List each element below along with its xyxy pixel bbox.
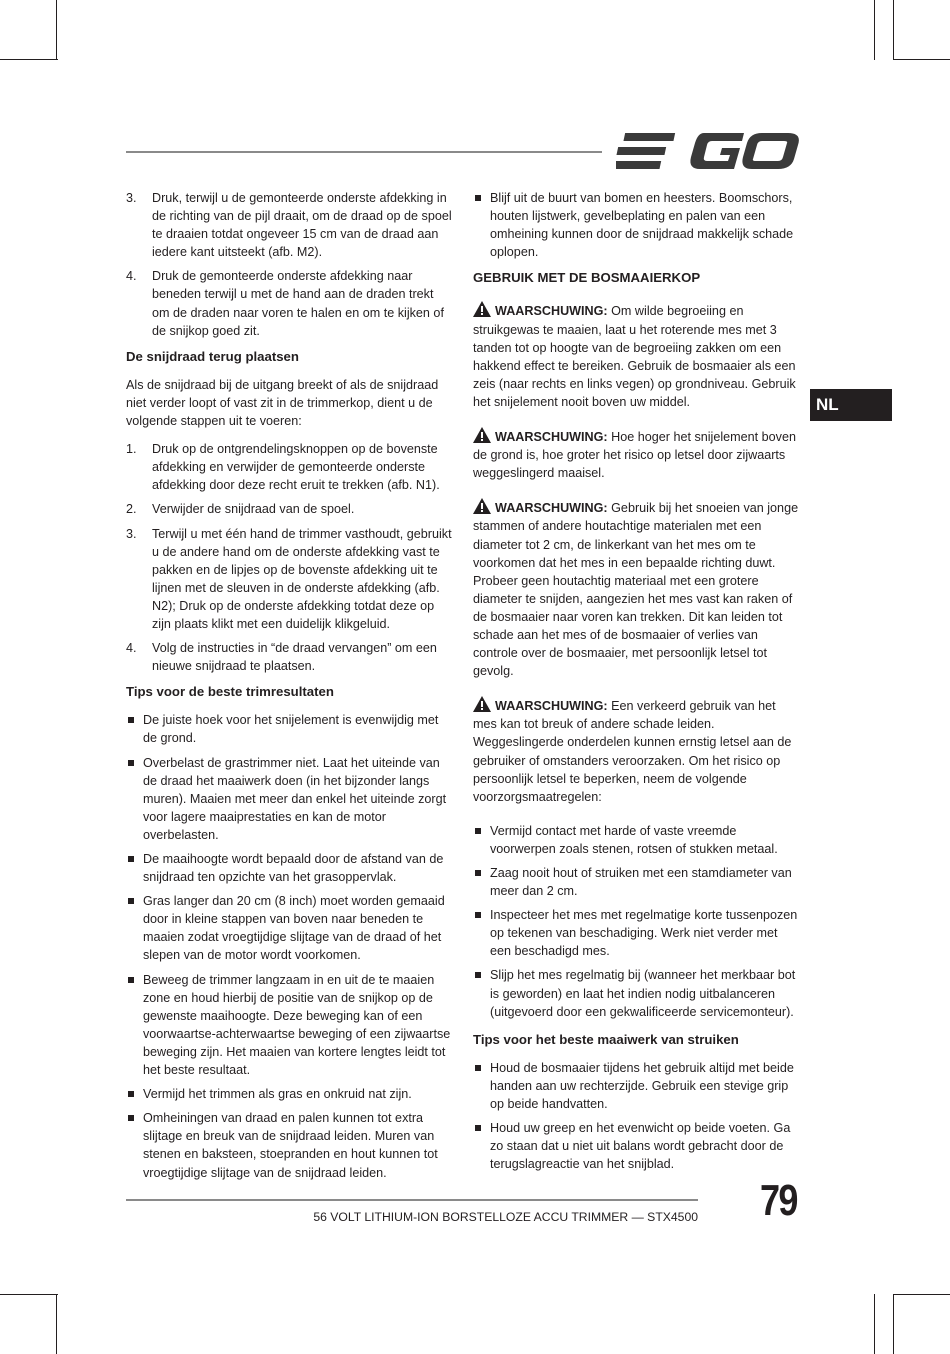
bullet-icon	[475, 1125, 481, 1131]
bullet-icon	[128, 717, 134, 723]
warning-text: Een verkeerd gebruik van het mes kan tot breuk of andere schade leiden. Weggeslingerde onderdelen kunnen ernstig letsel aan de gebruiker of omstanders veroorzaken. Om het risico op persoonlijk letsel te beperken, neem de volgende voorzorgsmaatregelen:	[473, 699, 792, 804]
bullet-icon	[128, 1115, 134, 1121]
bullet-item	[473, 1119, 801, 1173]
bullet-text: Zaag nooit hout of struiken met een stamdiameter van meer dan 2 cm.	[490, 866, 792, 899]
bullet-icon	[128, 1091, 134, 1097]
warning-triangle-icon	[473, 427, 491, 443]
bullet-item	[473, 864, 801, 900]
bullet-text: Slijp het mes regelmatig bij (wanneer het merkbaar bot is geworden) en laat het indien nodig uitbalanceren (uitgevoerd door een gekwalificeerde servicemonteur).	[490, 968, 796, 1019]
warning-block	[473, 301, 801, 411]
bullet-text: Vermijd het trimmen als gras en onkruid nat zijn.	[143, 1087, 412, 1102]
bullet-item	[126, 971, 452, 1080]
item-text: Terwijl u met één hand de trimmer vasthoudt, gebruikt u de andere hand om de onderste afdekking vast te pakken en de lipjes op de bovenste afdekking uit te lijnen met de sleuven in de onderste afdekking (afb. N2); Druk op de onderste afdekking totdat deze op zijn plaats klikt met een duidelijk klikgeluid.	[152, 526, 452, 631]
warning-label: WAARSCHUWING:	[495, 304, 608, 319]
bullet-icon	[475, 870, 481, 876]
list-item	[126, 440, 452, 494]
warning-label: WAARSCHUWING:	[495, 430, 608, 445]
crop-mark	[56, 1294, 57, 1354]
bullet-icon	[128, 898, 134, 904]
ego-logo	[616, 129, 800, 173]
language-tab: NL	[810, 389, 892, 421]
right-column	[473, 189, 801, 1179]
warning-text: Om wilde begroeiing en struikgewas te maaien, laat u het roterende mes met 3 tanden tot op hoogte van de begroeiing zakken om een hakkend effect te bereiken. Gebruik de bosmaaier als een zeis (naar rechts en links vegen) op grondniveau. Gebruik het snijelement nooit boven uw middel.	[473, 304, 796, 409]
crop-mark	[0, 59, 58, 60]
warning-text: Gebruik bij het snoeien van jonge stammen of andere houtachtige materialen met een diameter tot 2 cm, de linkerkant van het mes om te voorkomen dat het mes in een bepaalde richting duwt. Probeer geen houtachtig materiaal met een grotere diameter te snijden, aangezien het mes vast kan raken of de bosmaaier naar voren kan trekken. Dit kan leiden tot schade aan het mes of de bosmaaier of verlies van controle over de bosmaaier, met persoonlijk letsel tot gevolg.	[473, 501, 799, 679]
bullet-icon	[475, 1065, 481, 1071]
warning-label: WAARSCHUWING:	[495, 699, 608, 714]
bullet-text: De juiste hoek voor het snijelement is evenwijdig met de grond.	[143, 713, 439, 746]
item-text: Druk op de ontgrendelingsknoppen op de bovenste afdekking en verwijder de gemonteerde onderste afdekking door deze recht eruit te trekken (afb. N1).	[152, 442, 440, 493]
left-column	[126, 189, 452, 1188]
item-number: 2.	[126, 502, 137, 517]
crop-mark	[893, 0, 894, 60]
warning-block	[473, 498, 801, 680]
crop-mark	[874, 0, 875, 60]
bullet-text: Beweeg de trimmer langzaam in en uit de te maaien zone en houd hierbij de positie van de snijkop op de gewenste maaihoogte. Deze beweging kan of een voorwaartse-achterwaartse beweging of een zijwaartse beweging zijn. Het maaien van kortere lengtes leidt tot het beste resultaat.	[143, 972, 451, 1078]
header-rule	[126, 151, 602, 153]
bullet-item	[126, 711, 452, 747]
bullet-icon	[475, 912, 481, 918]
warning-triangle-icon	[473, 696, 491, 712]
bullet-text: Vermijd contact met harde of vaste vreemde voorwerpen zoals stenen, rotsen of stukken metaal.	[490, 823, 778, 856]
section-heading: De snijdraad terug plaatsen	[126, 348, 299, 364]
bullet-icon	[475, 972, 481, 978]
footer-title: 56 VOLT LITHIUM-ION BORSTELLOZE ACCU TRIMMER — STX4500	[313, 1210, 698, 1224]
item-number: 4.	[126, 269, 137, 284]
footer-rule	[126, 1199, 698, 1201]
bullet-item	[126, 1085, 452, 1103]
crop-mark	[874, 1294, 875, 1354]
item-text: Volg de instructies in “de draad vervangen” om een nieuwe snijdraad te plaatsen.	[152, 641, 437, 674]
warning-triangle-icon	[473, 301, 491, 317]
item-number: 1.	[126, 442, 137, 457]
bullet-item	[126, 892, 452, 964]
crop-mark	[893, 1294, 894, 1354]
bullet-item	[473, 822, 801, 858]
crop-mark	[0, 1294, 58, 1295]
item-number: 3.	[126, 191, 137, 205]
bullet-icon	[475, 195, 481, 201]
bullet-text: Inspecteer het mes met regelmatige korte tussenpozen op tekenen van beschadiging. Werk niet verder met een beschadigd mes.	[490, 908, 798, 959]
section-heading: Tips voor het beste maaiwerk van struiken	[473, 1031, 739, 1047]
bullet-icon	[128, 977, 134, 983]
item-text: Verwijder de snijdraad van de spoel.	[152, 502, 355, 517]
bullet-text: Omheiningen van draad en palen kunnen tot extra slijtage en breuk van de snijdraad leiden. Muren van stenen en baksteen, stoepranden en hout kunnen tot vroegtijdige slijtage van de snijdraad leiden.	[143, 1111, 438, 1180]
page-number: 79	[760, 1176, 797, 1225]
warning-label: WAARSCHUWING:	[495, 501, 608, 516]
bullet-item	[126, 850, 452, 886]
bullet-icon	[128, 760, 134, 766]
bullet-icon	[128, 856, 134, 862]
item-number: 4.	[126, 641, 137, 656]
bullet-text: Overbelast de grastrimmer niet. Laat het uiteinde van de draad het maaiwerk doen (in het bijzonder langs muren). Maaien met meer dan enkel het uiteinde zorgt voor lagere maaiprestaties en kan de motor overbelasten.	[143, 755, 447, 842]
bullet-text: Blijf uit de buurt van bomen en heesters. Boomschors, houten lijstwerk, gevelbeplating en palen van een omheining kunnen door de snijdraad makkelijk schade oplopen.	[490, 191, 794, 260]
bullet-item	[473, 966, 801, 1020]
bullet-text: Houd uw greep en het evenwicht op beide voeten. Ga zo staan dat u niet uit balans wordt gebracht door de terugslagreactie van het snijblad.	[490, 1121, 791, 1172]
bullet-item	[473, 1059, 801, 1113]
bullet-item	[473, 189, 801, 261]
warning-block	[473, 427, 801, 482]
list-item	[126, 639, 452, 675]
bullet-icon	[475, 828, 481, 834]
bullet-text: De maaihoogte wordt bepaald door de afstand van de snijdraad ten opzichte van het grasoppervlak.	[143, 852, 444, 885]
warning-block	[473, 696, 801, 806]
item-text: Druk, terwijl u de gemonteerde onderste afdekking in de richting van de pijl draait, om de draad op de spoel te draaien totdat ongeveer 15 cm van de draad aan iedere kant uitsteekt (afb. M2).	[152, 191, 452, 260]
bullet-item	[126, 754, 452, 844]
bullet-text: Gras langer dan 20 cm (8 inch) moet worden gemaaid door in kleine stappen van boven naar beneden te maaien zodat vroegtijdige slijtage van de draad of het slepen van de motor wordt voorkomen.	[143, 894, 445, 963]
item-number: 3.	[126, 526, 137, 541]
list-item	[126, 267, 452, 339]
crop-mark	[893, 59, 950, 60]
bullet-item	[126, 1109, 452, 1181]
bullet-text: Houd de bosmaaier tijdens het gebruik altijd met beide handen aan uw rechterzijde. Gebruik een stevige grip op beide handvatten.	[490, 1060, 794, 1112]
list-item	[126, 500, 452, 518]
warning-triangle-icon	[473, 498, 491, 514]
list-item	[126, 189, 452, 261]
bullet-item	[473, 906, 801, 960]
crop-mark	[56, 0, 57, 60]
section-heading: GEBRUIK MET DE BOSMAAIERKOP	[473, 270, 701, 286]
intro-paragraph: Als de snijdraad bij de uitgang breekt of als de snijdraad niet verder loopt of vast zit in de trimmerkop, dient u de volgende stappen uit te voeren:	[126, 377, 439, 429]
crop-mark	[893, 1294, 950, 1295]
item-text: Druk de gemonteerde onderste afdekking naar beneden terwijl u met de hand aan de draden trekt om de draden naar voren te halen en om te kijken of de snijkop goed zit.	[152, 269, 444, 338]
warning-text: Hoe hoger het snijelement boven de grond is, hoe groter het risico op letsel door zijwaarts weggeslingerd maaisel.	[473, 430, 796, 481]
section-heading: Tips voor de beste trimresultaten	[126, 684, 334, 700]
list-item	[126, 525, 452, 634]
